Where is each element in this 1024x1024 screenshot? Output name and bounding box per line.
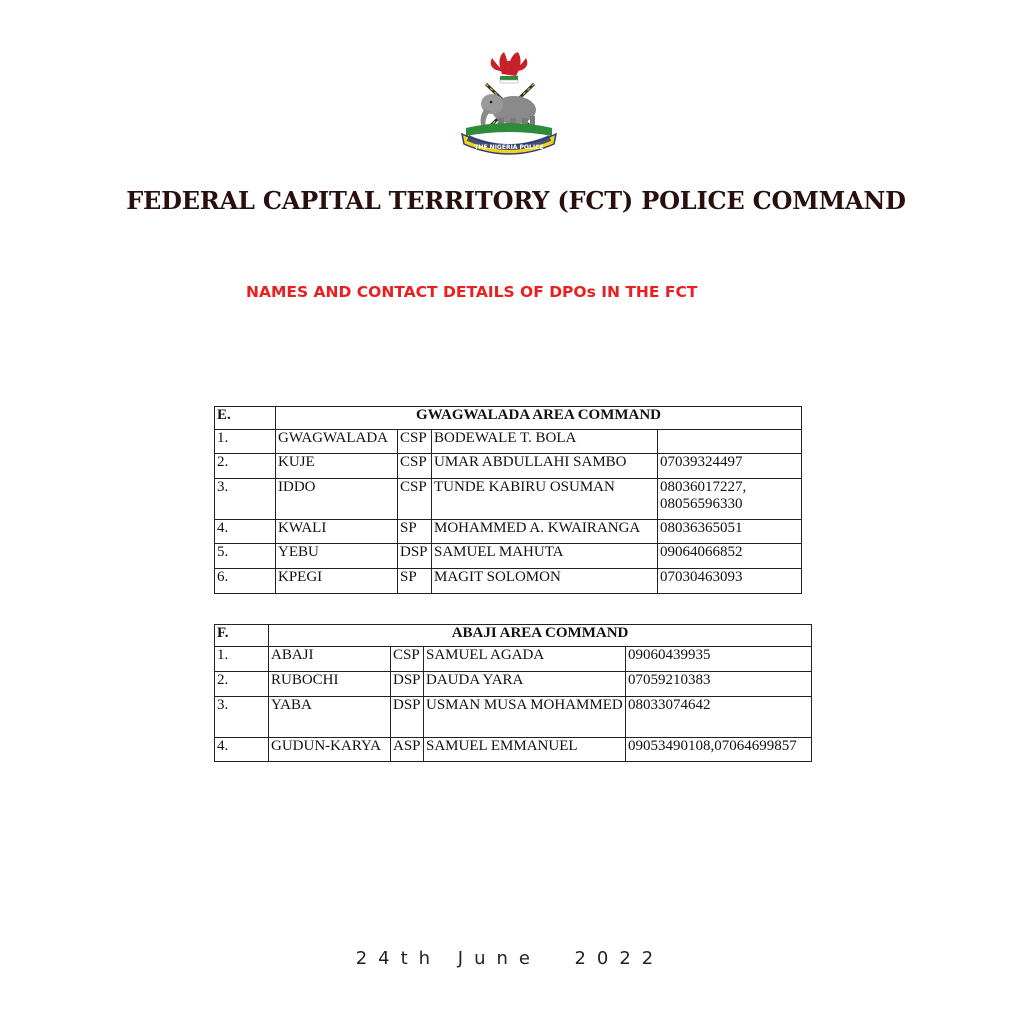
area-command-title: GWAGWALADA AREA COMMAND: [276, 407, 802, 430]
phone-number: [658, 430, 802, 454]
table-row: [215, 697, 812, 738]
table-row: [215, 738, 812, 762]
officer-rank: DSP: [398, 544, 432, 569]
division-name: YEBU: [276, 544, 398, 569]
section-letter: F.: [215, 625, 269, 647]
division-name: GUDUN-KARYA: [269, 738, 391, 762]
officer-name: BODEWALE T. BOLA: [432, 430, 658, 454]
division-name: IDDO: [276, 479, 398, 520]
row-number: 6.: [215, 569, 276, 594]
phone-number: 09053490108,07064699857: [626, 738, 812, 762]
division-name: KPEGI: [276, 569, 398, 594]
row-number: 4.: [215, 738, 269, 762]
division-name: KUJE: [276, 454, 398, 479]
table-header-row: [215, 407, 802, 430]
phone-number: 07030463093: [658, 569, 802, 594]
division-name: YABA: [269, 697, 391, 738]
division-name: KWALI: [276, 520, 398, 544]
section-letter: E.: [215, 407, 276, 430]
officer-rank: DSP: [391, 672, 424, 697]
row-number: 1.: [215, 430, 276, 454]
officer-name: MAGIT SOLOMON: [432, 569, 658, 594]
officer-rank: SP: [398, 569, 432, 594]
table-row: [215, 569, 802, 594]
phone-number: 07039324497: [658, 454, 802, 479]
officer-rank: CSP: [398, 479, 432, 520]
officer-rank: SP: [398, 520, 432, 544]
table-row: [215, 672, 812, 697]
phone-number: 08036365051: [658, 520, 802, 544]
page-subtitle: NAMES AND CONTACT DETAILS OF DPOs IN THE FCT: [246, 283, 698, 301]
officer-name: USMAN MUSA MOHAMMED: [424, 697, 626, 738]
officer-rank: CSP: [391, 647, 424, 672]
phone-number: 09060439935: [626, 647, 812, 672]
phone-number: 08036017227, 08056596330: [658, 479, 802, 520]
table-row: [215, 520, 802, 544]
division-name: GWAGWALADA: [276, 430, 398, 454]
officer-name: UMAR ABDULLAHI SAMBO: [432, 454, 658, 479]
row-number: 1.: [215, 647, 269, 672]
officer-rank: ASP: [391, 738, 424, 762]
row-number: 5.: [215, 544, 276, 569]
officer-rank: CSP: [398, 454, 432, 479]
officer-name: MOHAMMED A. KWAIRANGA: [432, 520, 658, 544]
officer-name: SAMUEL MAHUTA: [432, 544, 658, 569]
officer-name: SAMUEL EMMANUEL: [424, 738, 626, 762]
table-header-row: [215, 625, 812, 647]
officer-rank: CSP: [398, 430, 432, 454]
phone-number: 07059210383: [626, 672, 812, 697]
table-row: [215, 647, 812, 672]
division-name: RUBOCHI: [269, 672, 391, 697]
phone-number: 08033074642: [626, 697, 812, 738]
phone-number: 09064066852: [658, 544, 802, 569]
table-row: [215, 479, 802, 520]
table-row: [215, 544, 802, 569]
nigeria-police-emblem-icon: [458, 48, 560, 160]
officer-name: TUNDE KABIRU OSUMAN: [432, 479, 658, 520]
eagle-crest-icon: [491, 52, 528, 83]
area-command-title: ABAJI AREA COMMAND: [269, 625, 812, 647]
officer-name: SAMUEL AGADA: [424, 647, 626, 672]
officer-rank: DSP: [391, 697, 424, 738]
row-number: 4.: [215, 520, 276, 544]
gwagwalada-area-command-table: [214, 406, 802, 594]
table-row: [215, 430, 802, 454]
emblem-motto: THE NIGERIA POLICE: [474, 144, 544, 151]
row-number: 2.: [215, 454, 276, 479]
page-title: FEDERAL CAPITAL TERRITORY (FCT) POLICE COMMAND: [126, 186, 906, 215]
row-number: 2.: [215, 672, 269, 697]
officer-name: DAUDA YARA: [424, 672, 626, 697]
abaji-area-command-table: [214, 624, 812, 762]
row-number: 3.: [215, 697, 269, 738]
table-row: [215, 454, 802, 479]
document-date: 24th June 2022: [355, 948, 665, 969]
row-number: 3.: [215, 479, 276, 520]
division-name: ABAJI: [269, 647, 391, 672]
